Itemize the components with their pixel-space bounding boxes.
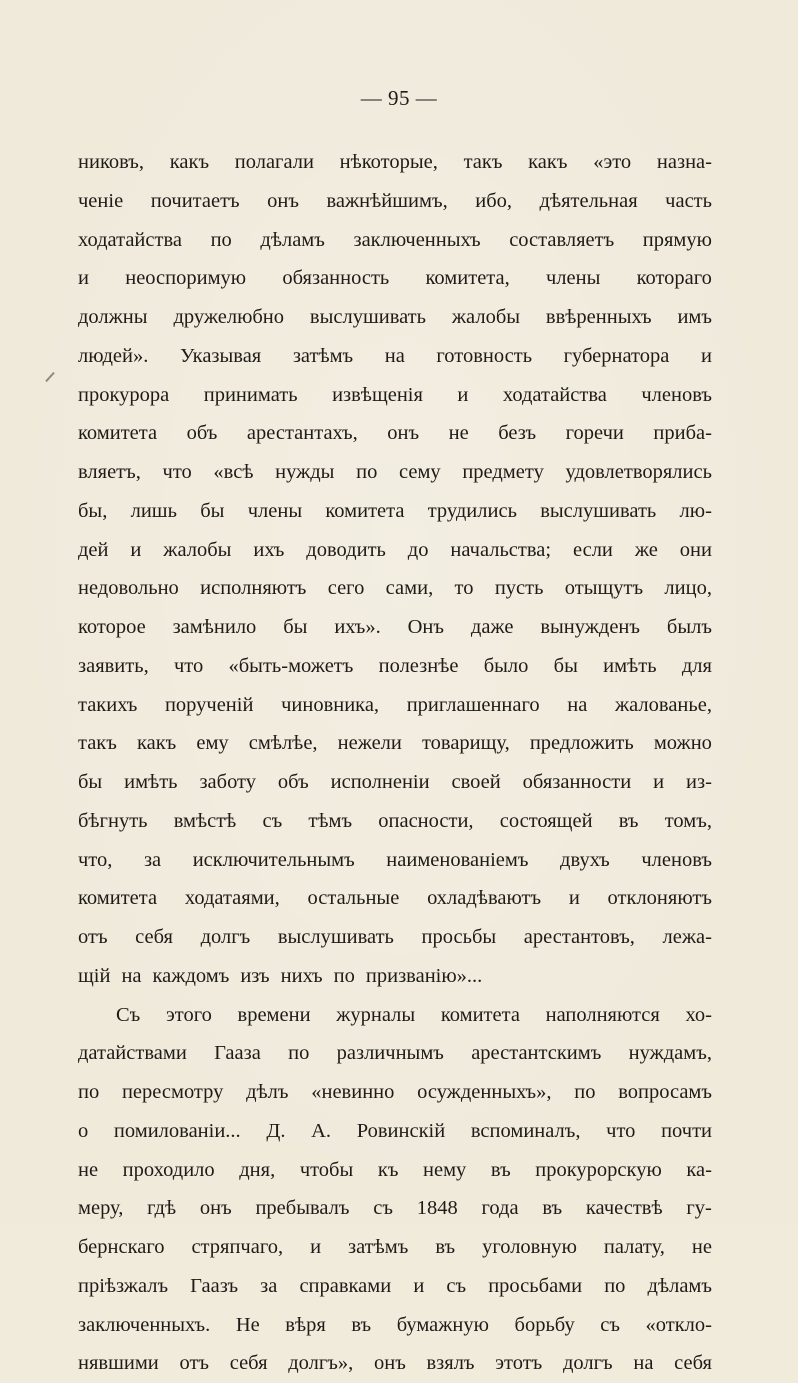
- text-line: о помилованіи... Д. А. Ровинскій вспоминалъ, что почти: [78, 1119, 712, 1142]
- text-line: отъ себя долгъ выслушивать просьбы арестантовъ, лежа-: [78, 926, 712, 948]
- text-line: комитета ходатаями, остальные охладѣваютъ и отклоняютъ: [78, 887, 712, 910]
- text-line: недовольно исполняютъ сего сами, то пусть отыщутъ лицо,: [78, 577, 712, 600]
- text-line: людей». Указывая затѣмъ на готовность губернатора и: [78, 344, 712, 367]
- text-line: меру, гдѣ онъ пребывалъ съ 1848 года въ качествѣ гу-: [78, 1197, 712, 1220]
- text-line: должны дружелюбно выслушивать жалобы ввѣренныхъ имъ: [78, 306, 712, 328]
- text-line: и неоспоримую обязанность комитета, члены котораго: [78, 267, 712, 290]
- text-line: бернскаго стряпчаго, и затѣмъ въ уголовную палату, не: [78, 1236, 712, 1258]
- text-line: такихъ порученій чиновника, приглашеннаго на жалованье,: [78, 693, 712, 716]
- text-line: ходатайства по дѣламъ заключенныхъ составляетъ прямую: [78, 228, 712, 251]
- text-line: Съ этого времени журналы комитета наполняются хо-: [116, 1003, 712, 1026]
- text-line: нявшими отъ себя долгъ», онъ взялъ этотъ долгъ на себя: [78, 1352, 712, 1375]
- text-line: вляетъ, что «всѣ нужды по сему предмету удовлетворялись: [78, 461, 712, 483]
- text-line: никовъ, какъ полагали нѣкоторые, такъ какъ «это назна-: [78, 151, 712, 173]
- text-line: которое замѣнило бы ихъ». Онъ даже вынужденъ былъ: [78, 616, 712, 638]
- text-line: по пересмотру дѣлъ «невинно осужденныхъ», по вопросамъ: [78, 1081, 712, 1103]
- text-line: ченіе почитаетъ онъ важнѣйшимъ, ибо, дѣятельная часть: [78, 189, 712, 212]
- body-text: [78, 143, 712, 1383]
- text-line: комитета объ арестантахъ, онъ не безъ горечи приба-: [78, 422, 712, 445]
- text-line: бѣгнуть вмѣстѣ съ тѣмъ опасности, состоящей въ томъ,: [78, 809, 712, 832]
- text-line: пріѣзжалъ Гаазъ за справками и съ просьбами по дѣламъ: [78, 1274, 712, 1297]
- text-line: бы, лишь бы члены комитета трудились выслушивать лю-: [78, 499, 712, 522]
- text-line: такъ какъ ему смѣлѣе, нежели товарищу, предложить можно: [78, 732, 712, 755]
- page-number: — 95 —: [360, 86, 438, 110]
- text-line: дей и жалобы ихъ доводить до начальства; если же они: [78, 538, 712, 561]
- text-line: заключенныхъ. Не вѣря въ бумажную борьбу съ «откло-: [78, 1313, 712, 1336]
- text-line: датайствами Гааза по различнымъ арестантскимъ нуждамъ,: [78, 1042, 712, 1065]
- text-line: бы имѣть заботу объ исполненіи своей обязанности и из-: [78, 771, 712, 793]
- text-line: не проходило дня, чтобы къ нему въ прокурорскую ка-: [78, 1158, 712, 1181]
- text-line: прокурора принимать извѣщенія и ходатайства членовъ: [78, 383, 712, 406]
- text-line: что, за исключительнымъ наименованіемъ двухъ членовъ: [78, 848, 712, 871]
- pencil-mark: [45, 372, 55, 382]
- text-line: заявить, что «быть-можетъ полезнѣе было бы имѣть для: [78, 654, 712, 677]
- text-line: щій на каждомъ изъ нихъ по призванію»...: [78, 964, 483, 987]
